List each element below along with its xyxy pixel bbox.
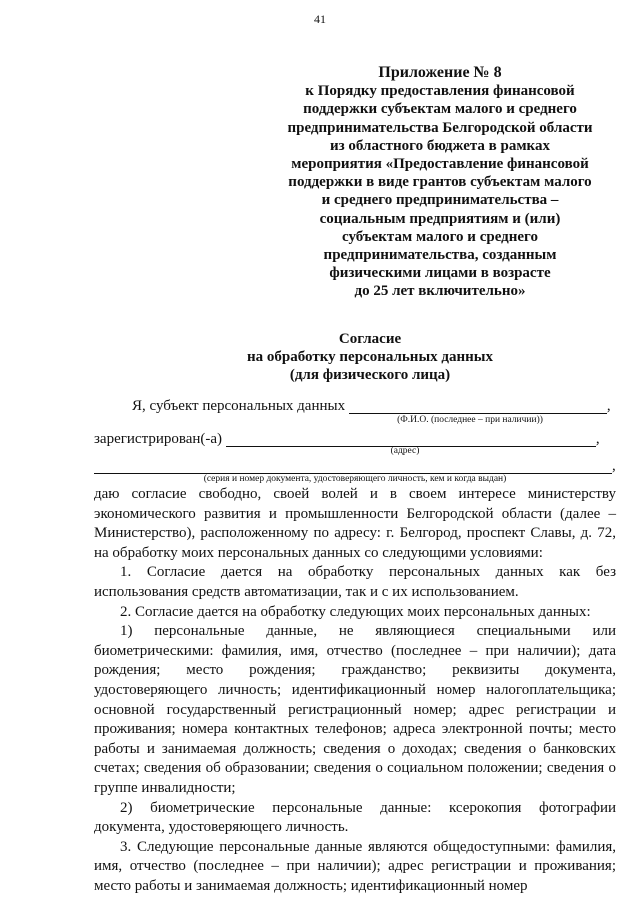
appendix-line: из областного бюджета в рамках bbox=[330, 137, 550, 154]
consent-title: Согласие bbox=[338, 331, 402, 347]
subject-name-field[interactable] bbox=[349, 400, 607, 414]
appendix-line: субъектам малого и среднего bbox=[342, 228, 538, 245]
clause-2: 2. Согласие дается на обработку следующих моих персональных данных: bbox=[120, 603, 591, 620]
appendix-line: мероприятия «Предоставление финансовой bbox=[291, 156, 589, 173]
appendix-line: и среднего предпринимательства – bbox=[321, 192, 559, 209]
document-caption: (серия и номер документа, удостоверяющего личность, кем и когда выдан) bbox=[203, 474, 507, 484]
registered-line bbox=[94, 431, 624, 447]
appendix-line: поддержки субъектам малого и среднего bbox=[303, 101, 577, 118]
subject-label: Я, субъект персональных данных bbox=[132, 398, 346, 414]
appendix-line: предпринимательства Белгородской области bbox=[287, 119, 593, 136]
document-line bbox=[94, 458, 624, 474]
document-field[interactable] bbox=[94, 460, 612, 474]
comma: , bbox=[606, 398, 611, 414]
address-caption: (адрес) bbox=[390, 446, 420, 456]
clause-2-1: 1) персональные данные, не являющиеся специальными или биометрическими: фамилия, имя, отчество (последнее – при наличии); дата рождения; место рождения; гражданство; реквизиты документа, удостоверяющего личность; идентификационный номер налогоплательщика; основной государственный регистрационный номер; адрес регистрации и проживания; номера контактных телефонов; адреса электронной почты; место работы и занимаемая должность; сведения о доходах; сведения о банковских счетах; сведения об образовании; сведения о социальном положении; сведения о группе инвалидности; bbox=[94, 623, 616, 796]
appendix-title: Приложение № 8 bbox=[378, 64, 502, 81]
clause-1: 1. Согласие дается на обработку персональных данных как без использования средств автоматизации, так и с их использованием. bbox=[94, 564, 616, 600]
consent-subtitle-note: (для физического лица) bbox=[289, 367, 451, 383]
clause-2-2: 2) биометрические персональные данные: ксерокопия фотографии документа, удостоверяющего личность. bbox=[94, 799, 616, 836]
clause-3: 3. Следующие персональные данные являются общедоступными: фамилия, имя, отчество (последнее – при наличии); адрес регистрации и проживания; место работы и занимаемая должность; идентификационный номер bbox=[94, 838, 616, 894]
appendix-block bbox=[270, 64, 610, 301]
page-number: 41 bbox=[314, 12, 326, 26]
subject-caption: (Ф.И.О. (последнее – при наличии)) bbox=[397, 415, 543, 425]
consent-heading bbox=[200, 330, 540, 384]
intro-paragraph: даю согласие свободно, своей волей и в своем интересе министерству экономического развития и промышленности Белгородской области (далее – Министерство), расположенному по адресу: г. Белгород, проспект Славы, д. 72, на обработку моих персональных данных со следующими условиями: bbox=[94, 486, 616, 561]
comma: , bbox=[595, 431, 600, 447]
appendix-line: предпринимательства, созданным bbox=[323, 247, 557, 264]
address-field[interactable] bbox=[226, 433, 596, 447]
appendix-line: поддержки в виде грантов субъектам малого bbox=[288, 174, 592, 191]
consent-subtitle: на обработку персональных данных bbox=[247, 349, 493, 365]
subject-line bbox=[132, 398, 622, 414]
appendix-line: социальным предприятиям и (или) bbox=[319, 210, 561, 227]
appendix-line: до 25 лет включительно» bbox=[354, 283, 526, 300]
comma: , bbox=[612, 458, 616, 474]
appendix-line: физическими лицами в возрасте bbox=[329, 265, 551, 282]
registered-label: зарегистрирован(-а) bbox=[94, 431, 223, 447]
appendix-line: к Порядку предоставления финансовой bbox=[305, 83, 575, 100]
consent-body bbox=[94, 485, 616, 896]
